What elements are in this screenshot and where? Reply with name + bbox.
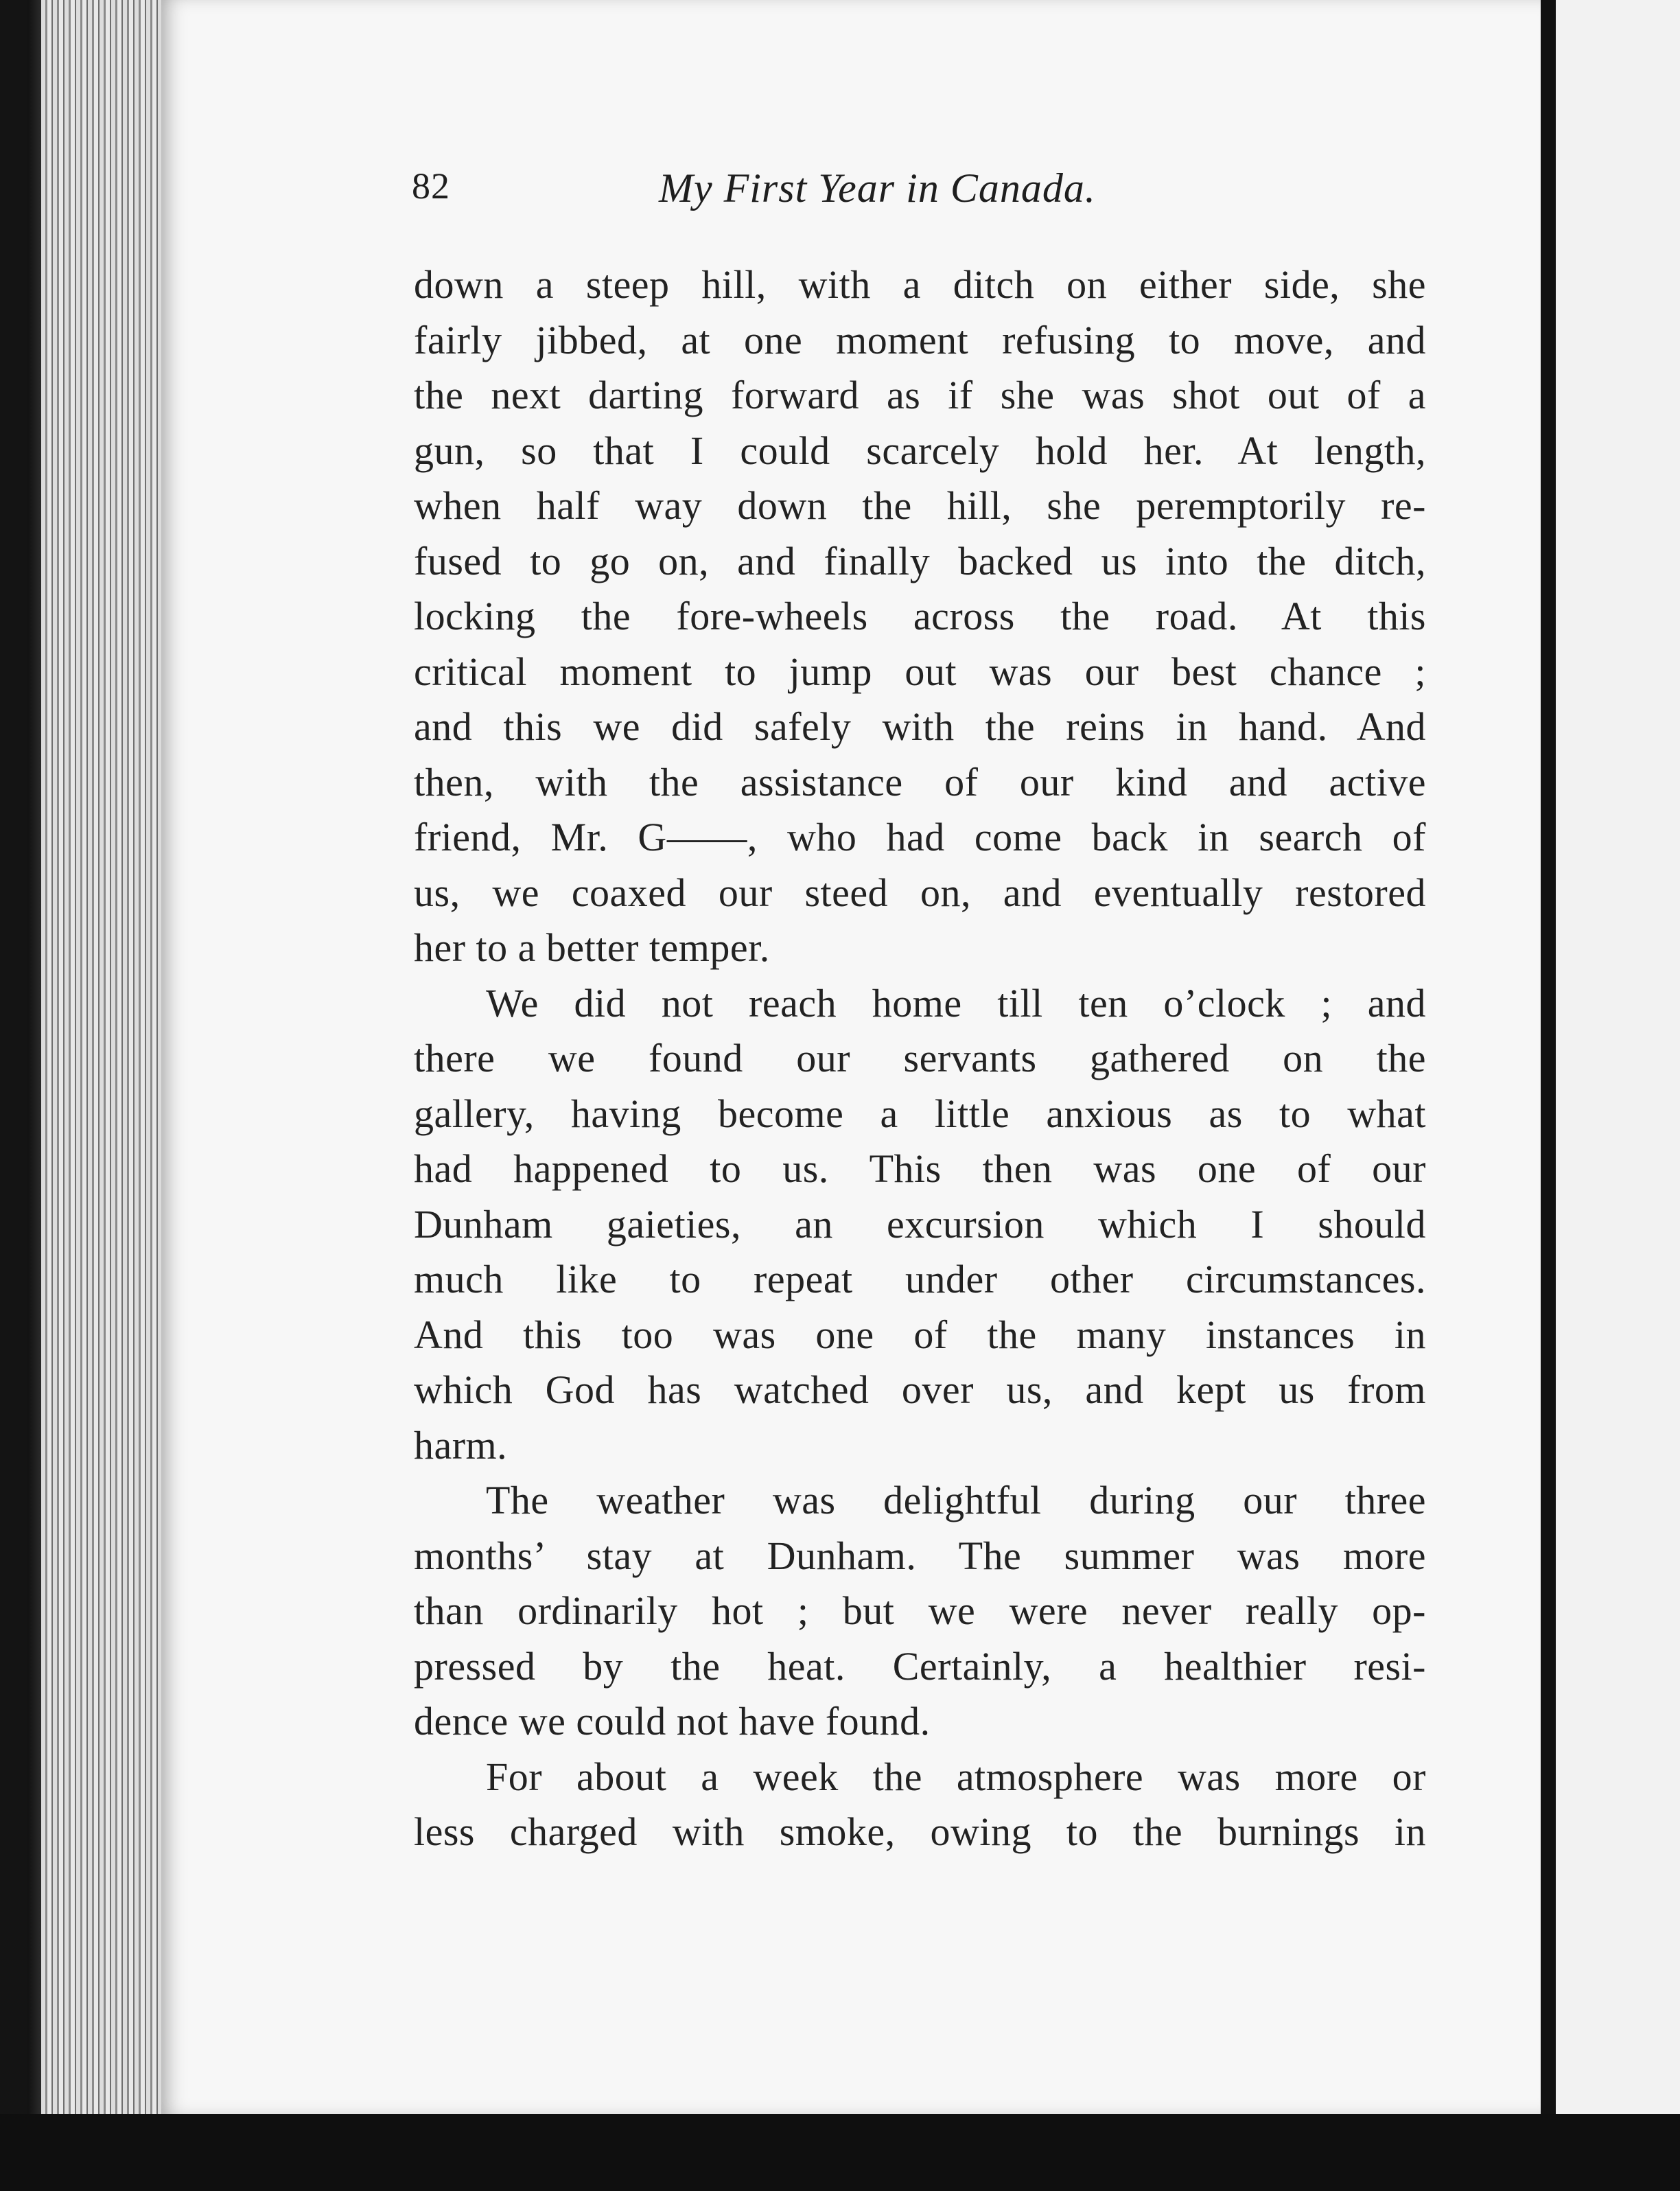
text-line: dence we could not have found. xyxy=(414,1699,931,1743)
text-line: critical moment to jump out was our best chance ; xyxy=(414,649,1426,694)
text-line: much like to repeat under other circumstances. xyxy=(414,1257,1426,1301)
text-line: less charged with smoke, owing to the burnings in xyxy=(414,1809,1426,1854)
text-line: friend, Mr. G——, who had come back in search of xyxy=(414,815,1426,859)
text-line: the next darting forward as if she was shot out of a xyxy=(414,373,1426,417)
text-line: fused to go on, and finally backed us into the ditch, xyxy=(414,538,1426,583)
text-line: there we found our servants gathered on the xyxy=(414,1036,1426,1080)
text-line: And this too was one of the many instances in xyxy=(414,1312,1426,1357)
running-head xyxy=(412,165,1427,227)
text-line: and this we did safely with the reins in hand. And xyxy=(414,704,1426,749)
text-line: pressed by the heat. Certainly, a healthier resi- xyxy=(414,1643,1426,1689)
facing-page-edge xyxy=(1556,0,1680,2114)
page-edges xyxy=(41,0,178,2121)
text-line: The weather was delightful during our three xyxy=(486,1478,1426,1522)
text-line: had happened to us. This then was one of our xyxy=(414,1146,1426,1191)
text-line: We did not reach home till ten o’clock ; and xyxy=(486,980,1426,1025)
text-line: For about a week the atmosphere was more or xyxy=(486,1754,1426,1799)
text-line: harm. xyxy=(414,1422,508,1468)
text-line: Dunham gaieties, an excursion which I should xyxy=(414,1201,1426,1247)
text-line: than ordinarily hot ; but we were never really op- xyxy=(414,1588,1426,1633)
text-line: gun, so that I could scarcely hold her. At length, xyxy=(414,428,1426,473)
body-text xyxy=(414,257,1426,1860)
text-line: which God has watched over us, and kept us from xyxy=(414,1367,1426,1412)
text-line: fairly jibbed, at one moment refusing to move, and xyxy=(414,317,1426,362)
text-line: gallery, having become a little anxious as to what xyxy=(414,1091,1426,1136)
text-line: then, with the assistance of our kind and active xyxy=(414,759,1426,804)
text-line: us, we coaxed our steed on, and eventually restored xyxy=(414,870,1426,915)
page-number: 82 xyxy=(412,165,450,207)
running-title: My First Year in Canada. xyxy=(659,165,1096,211)
text-line: her to a better temper. xyxy=(414,925,770,970)
scan-background xyxy=(0,2114,1680,2191)
text-line: down a steep hill, with a ditch on either side, she xyxy=(414,262,1426,307)
text-line: months’ stay at Dunham. The summer was more xyxy=(414,1533,1426,1578)
text-line: locking the fore-wheels across the road. At this xyxy=(414,594,1426,638)
page-gutter-shadow xyxy=(1541,0,1556,2114)
text-line: when half way down the hill, she peremptorily re- xyxy=(414,483,1426,528)
